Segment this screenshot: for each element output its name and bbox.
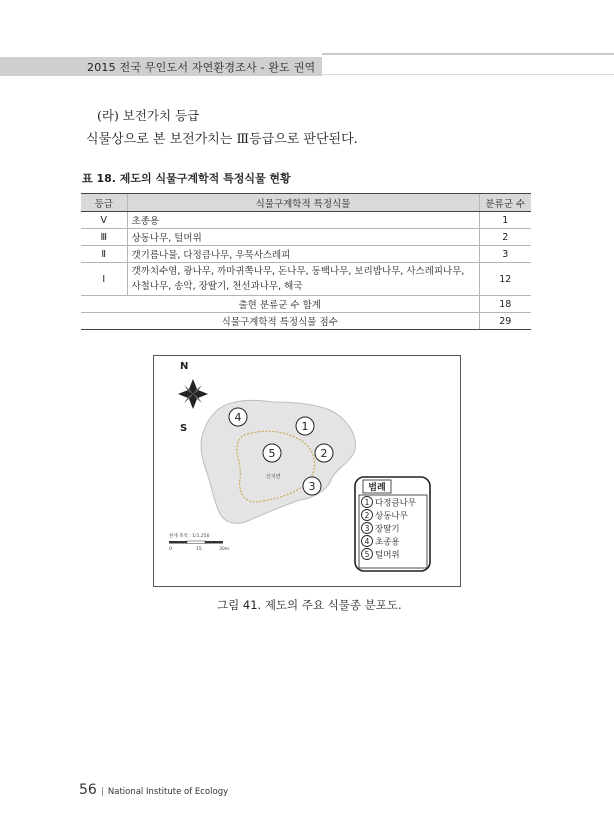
distribution-map: [154, 356, 460, 586]
marker-2: [315, 444, 333, 462]
legend-item: [362, 510, 409, 522]
svg-text:초종용: 초종용: [375, 537, 400, 548]
grade-cell: Ⅱ: [81, 246, 127, 263]
center-label: 산지면: [266, 474, 281, 480]
grade-cell: Ⅲ: [81, 229, 127, 246]
table-row: [81, 246, 531, 263]
island-shape: [201, 400, 355, 523]
south-label: S: [180, 423, 188, 434]
svg-text:상동나무: 상동나무: [375, 511, 408, 522]
footer-separator: |: [100, 787, 104, 797]
species-cell: [127, 263, 479, 296]
svg-text:2: 2: [320, 447, 328, 460]
score-row: [81, 313, 531, 330]
svg-text:4: 4: [364, 537, 370, 546]
running-header-title: 2015 전국 무인도서 자연환경조사 - 완도 권역: [87, 61, 316, 74]
map-legend: [355, 477, 430, 571]
total-row: [81, 296, 531, 313]
header-grade: 등급: [81, 194, 127, 212]
scale-tick-0: 0: [169, 547, 172, 552]
species-line-1: 갯까치수염, 광나무, 까마귀쪽나무, 돈나무, 동백나무, 보리밥나무, 사스레피나무,: [131, 266, 465, 277]
marker-3: [303, 477, 321, 495]
grade-cell: Ⅴ: [81, 212, 127, 229]
distribution-map-figure: [153, 355, 461, 587]
table-row: [81, 212, 531, 229]
species-line-2: 사철나무, 송악, 장딸기, 천선과나무, 해국: [131, 281, 303, 292]
svg-text:3: 3: [308, 480, 316, 493]
figure-caption: 그림 41. 제도의 주요 식물종 분포도.: [217, 598, 402, 612]
marker-4: [229, 408, 247, 426]
species-cell: 갯기름나물, 다정큼나무, 우묵사스레피: [127, 246, 479, 263]
footer-institute: National Institute of Ecology: [107, 787, 229, 797]
svg-text:4: 4: [234, 411, 242, 424]
compass-icon: [178, 379, 208, 409]
score-value: 29: [479, 313, 531, 330]
legend-item: [362, 536, 401, 548]
section-body: 식물상으로 본 보전가치는 Ⅲ등급으로 판단된다.: [86, 132, 358, 147]
svg-text:1: 1: [364, 498, 370, 507]
legend-item: [362, 497, 417, 509]
species-cell: 상동나무, 털머위: [127, 229, 479, 246]
species-cell: 초종용: [127, 212, 479, 229]
north-label: N: [180, 361, 189, 372]
count-cell: 3: [479, 246, 531, 263]
running-header: [0, 57, 322, 76]
specific-plants-table: [81, 193, 531, 330]
svg-text:2: 2: [364, 511, 370, 520]
count-cell: 12: [479, 263, 531, 296]
svg-text:털머위: 털머위: [375, 550, 400, 561]
page-number: 56: [79, 782, 97, 798]
legend-item: [362, 549, 400, 561]
total-label: 출현 분류군 수 합계: [81, 296, 479, 313]
svg-text:3: 3: [364, 524, 370, 533]
page-footer: [79, 779, 228, 798]
table-caption: 표 18. 제도의 식물구계학적 특정식물 현황: [82, 172, 291, 185]
scale-bar: [169, 541, 223, 544]
marker-5: [263, 444, 281, 462]
svg-text:다정큼나무: 다정큼나무: [375, 498, 417, 509]
table-row: [81, 263, 531, 296]
legend-item: [362, 523, 400, 535]
total-value: 18: [479, 296, 531, 313]
marker-1: [296, 417, 314, 435]
svg-text:1: 1: [301, 420, 309, 433]
header-top-rule: [322, 53, 614, 55]
scale-label: 현재 축척 : 1/1,250: [169, 534, 210, 539]
section-title: (라) 보전가치 등급: [97, 108, 200, 123]
header-rule: [322, 74, 614, 75]
grade-cell: Ⅰ: [81, 263, 127, 296]
svg-text:5: 5: [268, 447, 276, 460]
header-count: 분류군 수: [479, 194, 531, 212]
legend-title: 범례: [368, 483, 386, 493]
count-cell: 1: [479, 212, 531, 229]
table-header-row: [81, 194, 531, 212]
header-species: 식물구계학적 특정식물: [127, 194, 479, 212]
scale-tick-15: 15: [196, 547, 202, 552]
count-cell: 2: [479, 229, 531, 246]
scale-tick-30: 30m: [219, 547, 230, 552]
svg-text:장딸기: 장딸기: [375, 524, 400, 535]
table-row: [81, 229, 531, 246]
score-label: 식물구계학적 특정식물 점수: [81, 313, 479, 330]
svg-text:5: 5: [364, 550, 370, 559]
